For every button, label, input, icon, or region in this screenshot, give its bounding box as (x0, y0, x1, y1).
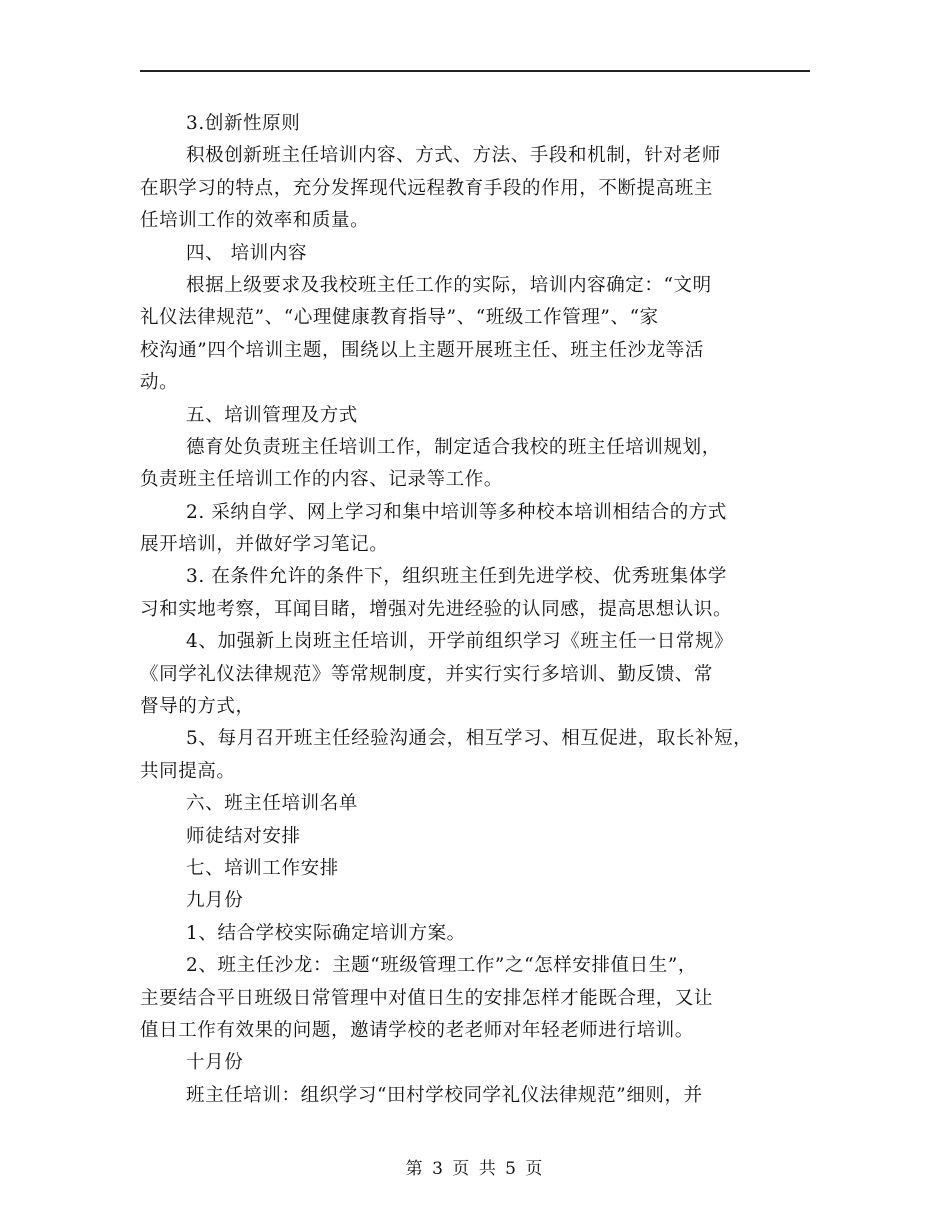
text-line: 2、班主任沙龙：主题“班级管理工作”之“怎样安排值日生”， (186, 955, 698, 977)
text-line: 负责班主任培训工作的内容、记录等工作。 (140, 469, 503, 491)
text-line: 习和实地考察，耳闻目睹，增强对先进经验的认同感，提高思想认识。 (140, 598, 733, 620)
text-line: 十月份 (186, 1052, 244, 1074)
text-line: 班主任培训：组织学习“田村学校同学礼仪法律规范”细则，并 (186, 1084, 703, 1106)
text-line: 七、培训工作安排 (186, 857, 339, 879)
text-line: 九月份 (186, 890, 244, 912)
header-rule (140, 70, 810, 72)
document-body (140, 108, 810, 1112)
text-line: 德育处负责班主任培训工作，制定适合我校的班主任培训规划， (186, 436, 721, 458)
text-line: 四、 培训内容 (186, 242, 308, 264)
text-line: 五、培训管理及方式 (186, 404, 358, 426)
text-line: 《同学礼仪法律规范》等常规制度，并实行实行多培训、勤反馈、常 (140, 663, 714, 685)
text-line: 积极创新班主任培训内容、方式、方法、手段和机制，针对老师 (186, 145, 721, 167)
text-line: 师徒结对安排 (186, 825, 301, 847)
text-line: 4、加强新上岗班主任培训，开学前组织学习《班主任一日常规》 (186, 631, 734, 653)
text-line: 5、每月召开班主任经验沟通会，相互学习、相互促进，取长补短， (186, 728, 753, 750)
text-line: 校沟通”四个培训主题，围绕以上主题开展班主任、班主任沙龙等活 (140, 339, 704, 361)
text-line: 在职学习的特点，充分发挥现代远程教育手段的作用，不断提高班主 (140, 177, 714, 199)
text-line: 3.创新性原则 (186, 113, 301, 134)
text-line: 礼仪法律规范”、“心理健康教育指导”、“班级工作管理”、“家 (140, 307, 659, 329)
text-line: 六、班主任培训名单 (186, 793, 358, 815)
text-line: 3. 在条件允许的条件下，组织班主任到先进学校、优秀班集体学 (186, 566, 728, 588)
text-line: 共同提高。 (140, 760, 236, 782)
text-line: 动。 (140, 372, 179, 394)
text-line: 2. 采纳自学、网上学习和集中培训等多种校本培训相结合的方式 (186, 501, 728, 523)
text-line: 值日工作有效果的问题，邀请学校的老老师对年轻老师进行培训。 (140, 1019, 694, 1041)
text-line: 任培训工作的效率和质量。 (140, 210, 370, 232)
text-line: 主要结合平日班级日常管理中对值日生的安排怎样才能既合理，又让 (140, 987, 714, 1009)
text-line: 督导的方式， (140, 696, 255, 718)
text-line: 根据上级要求及我校班主任工作的实际，培训内容确定：“文明 (186, 274, 712, 296)
text-line: 1、结合学校实际确定培训方案。 (186, 922, 466, 944)
text-line: 展开培训，并做好学习笔记。 (140, 534, 389, 556)
page-number: 第 3 页 共 5 页 (405, 1159, 545, 1179)
